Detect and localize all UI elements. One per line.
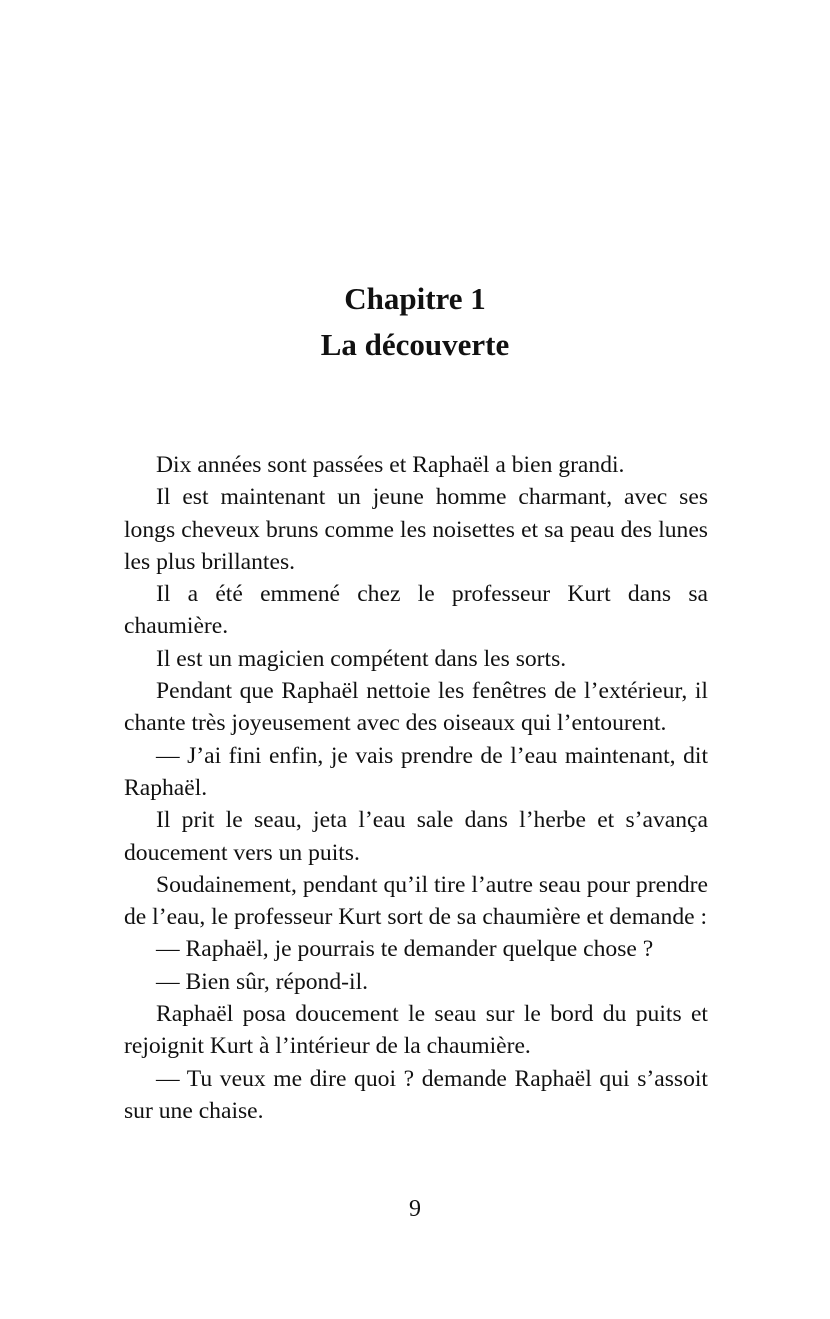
dialogue-paragraph: — J’ai fini enfin, je vais prendre de l’eau maintenant, dit Raphaël.: [124, 742, 708, 801]
chapter-heading: [0, 276, 830, 368]
paragraph: Soudainement, pendant qu’il tire l’autre seau pour prendre de l’eau, le professeur Kurt sort de sa chaumière et demande :: [124, 871, 708, 931]
paragraph: Pendant que Raphaël nettoie les fenêtres de l’extérieur, il chante très joyeusement avec des oiseaux qui l’entourent.: [124, 678, 708, 737]
page-number: 9: [409, 1196, 421, 1222]
dialogue-paragraph: — Tu veux me dire quoi ? demande Raphaël qui s’assoit sur une chaise.: [124, 1065, 708, 1124]
dialogue-paragraph: — Raphaël, je pourrais te demander quelque chose ?: [156, 936, 654, 963]
paragraph: Il prit le seau, jeta l’eau sale dans l’herbe et s’avança doucement vers un puits.: [124, 807, 708, 866]
paragraph: Il est un magicien compétent dans les sorts.: [156, 645, 567, 672]
paragraph: Il est maintenant un jeune homme charmant, avec ses longs cheveux bruns comme les noisettes et sa peau des lunes les plus brillantes.: [124, 484, 708, 575]
dialogue-paragraph: — Bien sûr, répond-il.: [156, 968, 369, 995]
chapter-number: Chapitre 1: [344, 281, 486, 316]
chapter-title: La découverte: [320, 327, 510, 362]
chapter-body: [124, 449, 708, 1127]
paragraph: Il a été emmené chez le professeur Kurt dans sa chaumière.: [124, 581, 708, 640]
paragraph: Dix années sont passées et Raphaël a bien grandi.: [156, 452, 625, 478]
paragraph: Raphaël posa doucement le seau sur le bord du puits et rejoignit Kurt à l’intérieur de la chaumière.: [124, 1001, 708, 1060]
